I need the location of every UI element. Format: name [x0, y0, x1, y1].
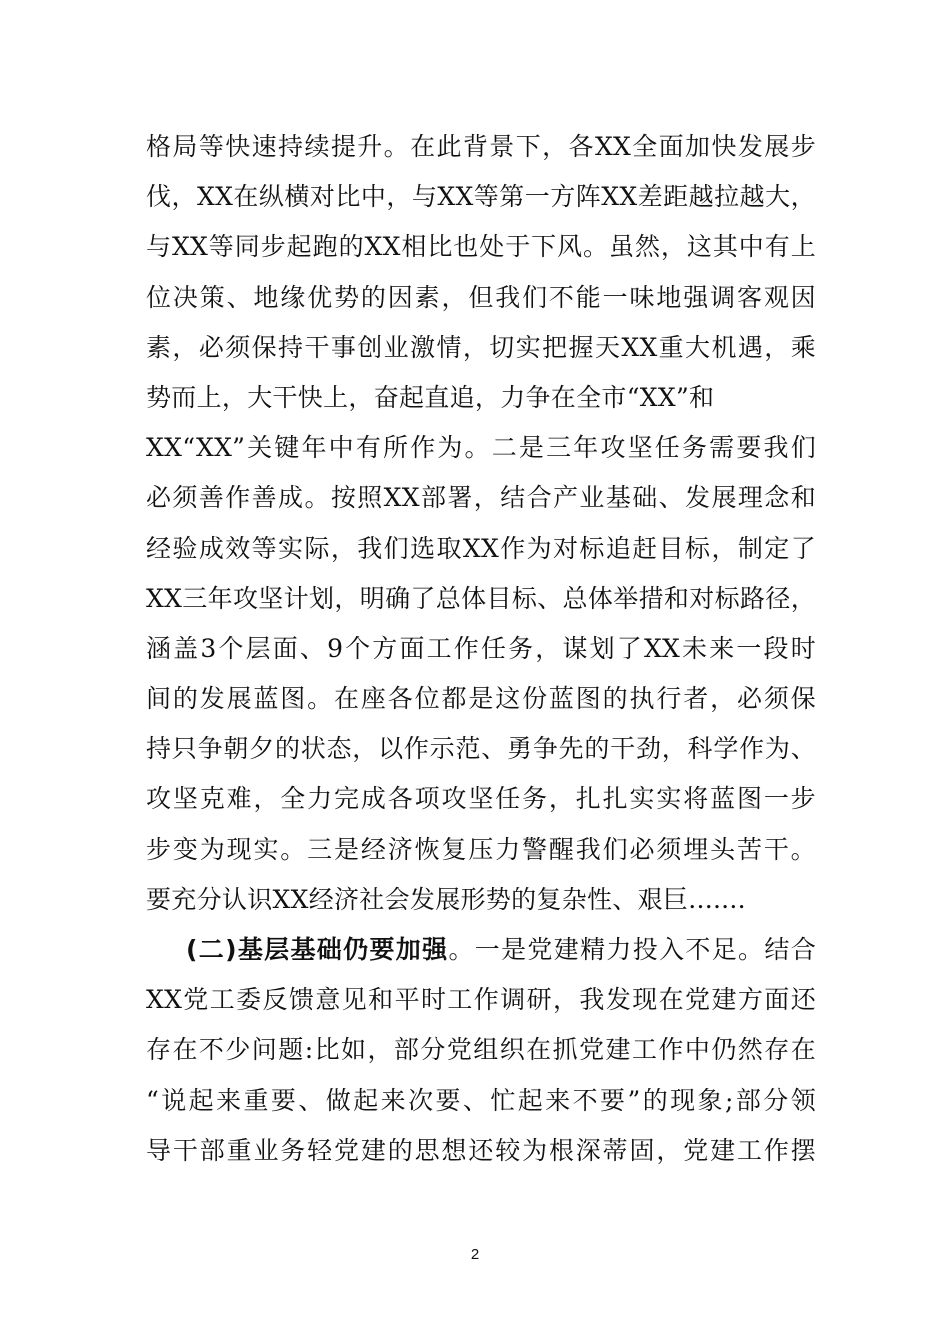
text-line: 素，必须保持干事创业激情，切实把握天XX重大机遇，乘	[146, 332, 816, 362]
text-line: 经验成效等实际，我们选取XX作为对标追赶目标，制定了	[146, 533, 816, 563]
text-line: 攻坚克难，全力完成各项攻坚任务，扎扎实实将蓝图一步	[146, 784, 816, 814]
text-line: 步变为现实。三是经济恢复压力警醒我们必须埋头苦干。	[146, 834, 816, 864]
section-first-line-text: 。一是党建精力投入不足。结合	[448, 935, 817, 964]
text-line: 与XX等同步起跑的XX相比也处于下风。虽然，这其中有上	[146, 232, 816, 262]
text-line: XX三年攻坚计划，明确了总体目标、总体举措和对标路径，	[146, 583, 816, 613]
page-number: 2	[470, 1246, 480, 1263]
text-line: “说起来重要、做起来次要、忙起来不要”的现象;部分领	[146, 1085, 816, 1115]
text-line: 伐，XX在纵横对比中，与XX等第一方阵XX差距越拉越大，	[146, 182, 816, 212]
text-line: 涵盖3个层面、9个方面工作任务，谋划了XX未来一段时	[146, 633, 816, 663]
text-line: 格局等快速持续提升。在此背景下，各XX全面加快发展步	[146, 132, 816, 161]
text-line: 间的发展蓝图。在座各位都是这份蓝图的执行者，必须保	[146, 684, 816, 714]
text-line: XX党工委反馈意见和平时工作调研，我发现在党建方面还	[146, 985, 816, 1015]
text-line: XX“XX”关键年中有所作为。二是三年攻坚任务需要我们	[146, 433, 816, 463]
text-line: 存在不少问题:比如，部分党组织在抓党建工作中仍然存在	[146, 1035, 816, 1065]
text-line: 必须善作善成。按照XX部署，结合产业基础、发展理念和	[146, 483, 816, 513]
section-first-line	[146, 925, 816, 975]
text-line: 位决策、地缘优势的因素，但我们不能一味地强调客观因	[146, 282, 816, 312]
text-line: 势而上，大干快上，奋起直追，力争在全市“XX”和	[146, 382, 715, 412]
body-text	[146, 122, 816, 1176]
text-line: 持只争朝夕的状态，以作示范、勇争先的干劲，科学作为、	[146, 734, 816, 764]
text-line: 要充分认识XX经济社会发展形势的复杂性、艰巨.......	[146, 884, 746, 914]
section-heading: (二)基层基础仍要加强	[186, 935, 449, 964]
text-line: 导干部重业务轻党建的思想还较为根深蒂固，党建工作摆	[146, 1135, 816, 1165]
